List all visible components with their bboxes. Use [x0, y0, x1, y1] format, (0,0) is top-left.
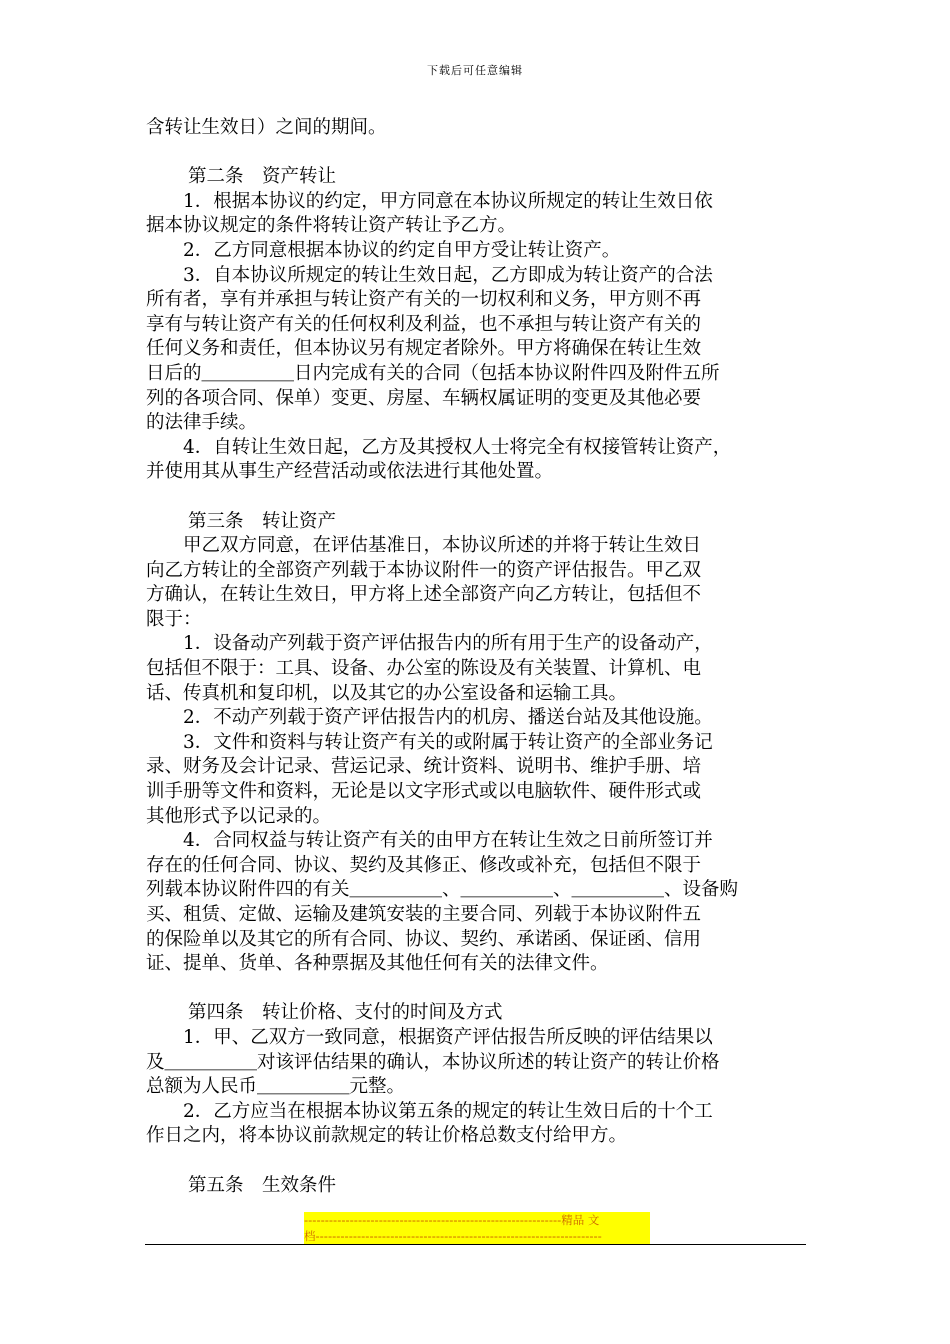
footer-line-1: --------------------------------------------------------------精品 文	[304, 1212, 650, 1228]
text-line: 包括但不限于：工具、设备、办公室的陈设及有关装置、计算机、电	[146, 658, 702, 680]
footer-divider	[145, 1244, 806, 1245]
text-line: 享有与转让资产有关的任何权利及利益，也不承担与转让资产有关的	[146, 313, 702, 335]
text-line: 4．自转让生效日起，乙方及其授权人士将完全有权接管转让资产，	[146, 436, 732, 458]
page-header: 下载后可任意编辑	[427, 64, 523, 77]
text-line: 列载本协议附件四的有关＿＿＿＿＿、＿＿＿＿＿、＿＿＿＿＿、设备购	[146, 879, 739, 901]
text-line: 证、提单、货单、各种票据及其他任何有关的法律文件。	[146, 953, 609, 975]
text-line: 并使用其从事生产经营活动或依法进行其他处置。	[146, 461, 554, 483]
text-line: 列的各项合同、保单）变更、房屋、车辆权属证明的变更及其他必要	[146, 387, 702, 409]
text-line: 1．甲、乙双方一致同意，根据资产评估报告所反映的评估结果以	[146, 1026, 713, 1048]
text-line: 录、财务及会计记录、营运记录、统计资料、说明书、维护手册、培	[146, 756, 702, 778]
text-line: 存在的任何合同、协议、契约及其修正、修改或补充，包括但不限于	[146, 854, 702, 876]
article-heading: 第二条 资产转让	[188, 166, 337, 188]
text-line: 1．设备动产列载于资产评估报告内的所有用于生产的设备动产，	[146, 633, 713, 655]
text-line: 的保险单以及其它的所有合同、协议、契约、承诺函、保证函、信用	[146, 928, 702, 950]
text-line: 1．根据本协议的约定，甲方同意在本协议所规定的转让生效日依	[146, 190, 713, 212]
text-line: 话、传真机和复印机，以及其它的办公室设备和运输工具。	[146, 682, 628, 704]
text-line: 所有者，享有并承担与转让资产有关的一切权利和义务，甲方则不再	[146, 289, 702, 311]
text-line: 3．自本协议所规定的转让生效日起，乙方即成为转让资产的合法	[146, 264, 713, 286]
text-line: 3．文件和资料与转让资产有关的或附属于转让资产的全部业务记	[146, 731, 713, 753]
footer-watermark	[304, 1212, 650, 1244]
text-line: 任何义务和责任，但本协议另有规定者除外。甲方将确保在转让生效	[146, 338, 702, 360]
document-body	[146, 116, 816, 1198]
blank-line	[146, 485, 816, 510]
text-line: 2．不动产列载于资产评估报告内的机房、播送台站及其他设施。	[146, 707, 713, 729]
text-line: 向乙方转让的全部资产列载于本协议附件一的资产评估报告。甲乙双	[146, 559, 702, 581]
text-line: 训手册等文件和资料，无论是以文字形式或以电脑软件、硬件形式或	[146, 781, 702, 803]
text-line: 2．乙方应当在根据本协议第五条的规定的转让生效日后的十个工	[146, 1100, 713, 1122]
article-heading: 第三条 转让资产	[188, 510, 337, 532]
text-line: 作日之内，将本协议前款规定的转让价格总数支付给甲方。	[146, 1125, 628, 1147]
text-line: 方确认，在转让生效日，甲方将上述全部资产向乙方转让，包括但不	[146, 584, 702, 606]
text-line: 含转让生效日）之间的期间。	[146, 117, 387, 138]
text-line: 的法律手续。	[146, 412, 258, 434]
text-line: 其他形式予以记录的。	[146, 805, 332, 827]
blank-line	[146, 141, 816, 166]
text-line: 4．合同权益与转让资产有关的由甲方在转让生效之日前所签订并	[146, 830, 713, 852]
text-line: 买、租赁、定做、运输及建筑安装的主要合同、列载于本协议附件五	[146, 904, 702, 925]
text-line: 据本协议规定的条件将转让资产转让予乙方。	[146, 215, 517, 237]
article-heading: 第四条 转让价格、支付的时间及方式	[188, 1002, 503, 1024]
text-line: 甲乙双方同意，在评估基准日，本协议所述的并将于转让生效日	[146, 535, 702, 557]
text-line: 日后的＿＿＿＿＿日内完成有关的合同（包括本协议附件四及附件五所	[146, 362, 720, 384]
text-line: 限于：	[146, 608, 202, 630]
footer-line-2: 档---------------------------------------------------------------------	[304, 1228, 650, 1244]
article-heading: 第五条 生效条件	[188, 1174, 337, 1196]
blank-line	[146, 977, 816, 1002]
text-line: 2．乙方同意根据本协议的约定自甲方受让转让资产。	[146, 239, 621, 261]
blank-line	[146, 1149, 816, 1174]
text-line: 及＿＿＿＿＿对该评估结果的确认，本协议所述的转让资产的转让价格	[146, 1051, 720, 1073]
text-line: 总额为人民币＿＿＿＿＿元整。	[146, 1076, 406, 1098]
